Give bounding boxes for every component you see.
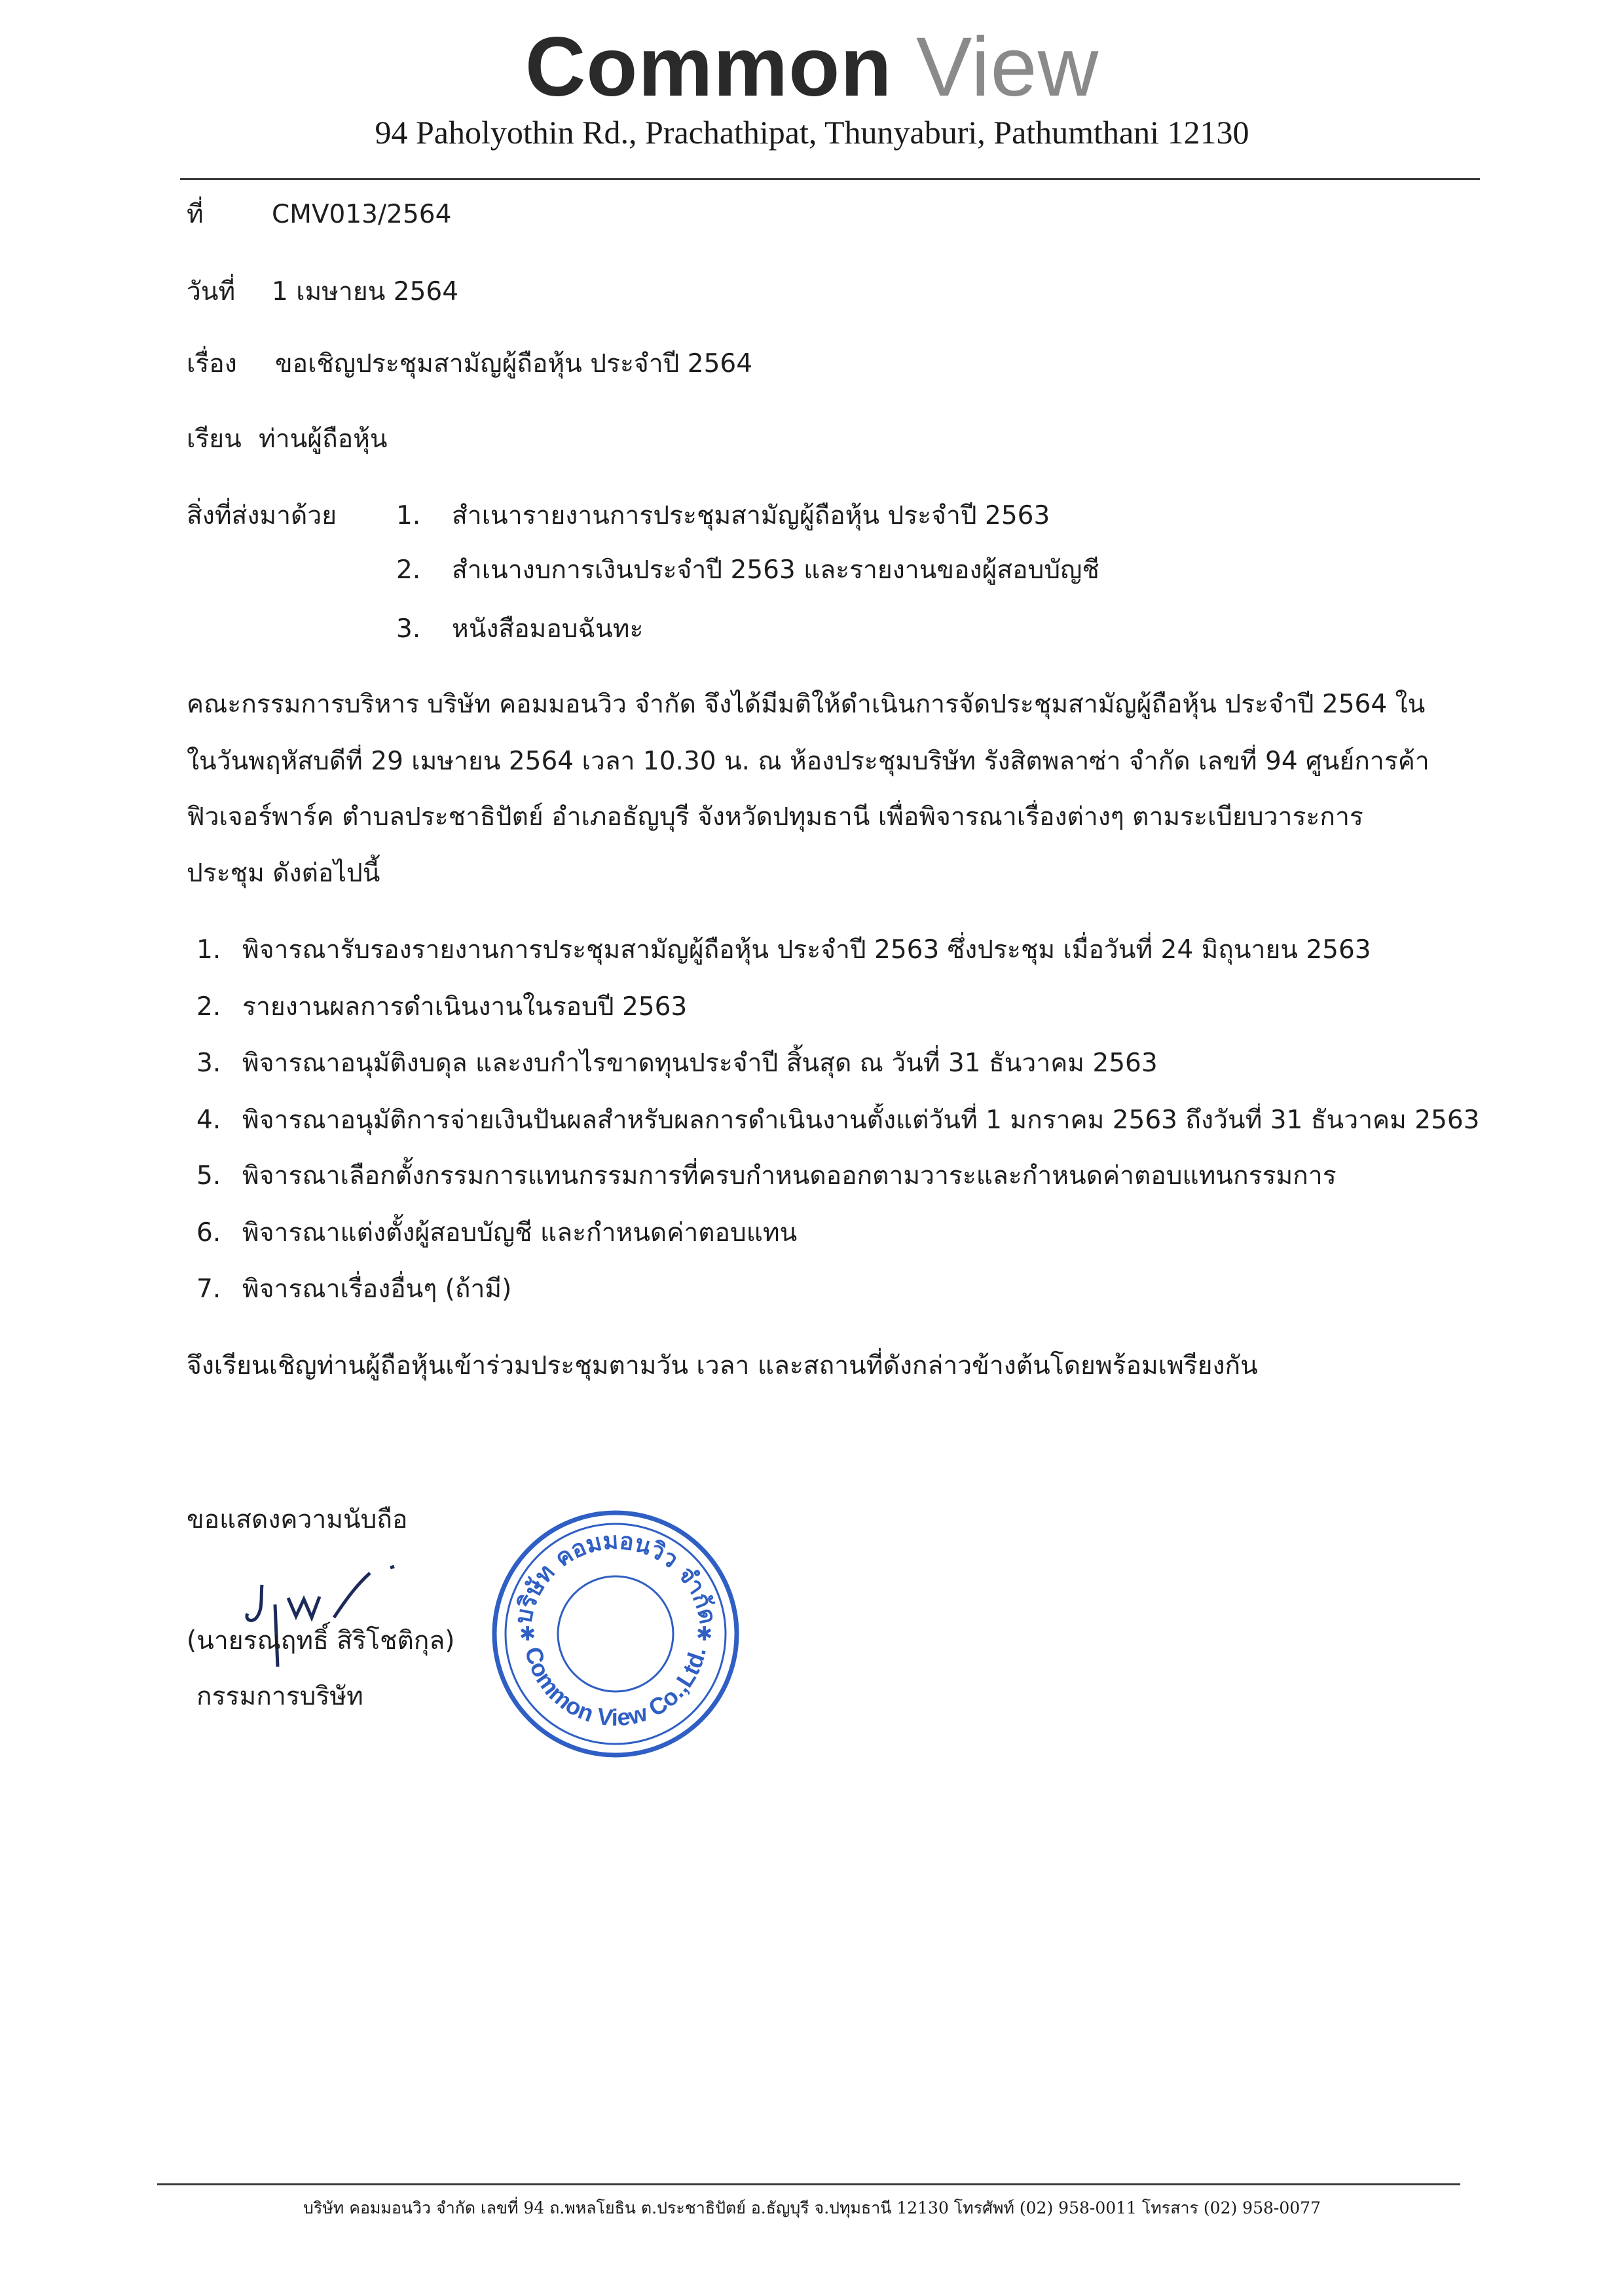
header-divider (180, 178, 1480, 180)
enclosure-number: 3. (396, 614, 421, 644)
stamp-center-ring (558, 1576, 673, 1692)
agenda-number: 3. (196, 1048, 221, 1078)
body-line: ประชุม ดังต่อไปนี้ (187, 859, 380, 888)
brand-name-bold: Common (525, 20, 893, 114)
agenda-item: พิจารณาอนุมัติการจ่ายเงินปันผลสำหรับผลการดำเนินงานตั้งแต่วันที่ 1 มกราคม 2563 ถึงวันที่ 31 ธันวาคม 2563 (242, 1105, 1480, 1135)
agenda-number: 4. (196, 1105, 221, 1135)
agenda-item: รายงานผลการดำเนินงานในรอบปี 2563 (242, 992, 688, 1022)
stamp-star-right: ✱ (696, 1623, 713, 1646)
agenda-item: พิจารณาแต่งตั้งผู้สอบบัญชี และกำหนดค่าตอบแทน (242, 1218, 798, 1248)
body-line: ในวันพฤหัสบดีที่ 29 เมษายน 2564 เวลา 10.30 น. ณ ห้องประชุมบริษัท รังสิตพลาซ่า จำกัด เลขที่ 94 ศูนย์การค้า (187, 747, 1430, 776)
body-line: คณะกรรมการบริหาร บริษัท คอมมอนวิว จำกัด จึงได้มีมติให้ดำเนินการจัดประชุมสามัญผู้ถือหุ้น ประจำปี 2564 ใน (187, 690, 1426, 719)
enclosure-item: หนังสือมอบฉันทะ (452, 614, 644, 644)
agenda-number: 6. (196, 1218, 221, 1248)
company-address: 94 Paholyothin Rd., Prachathipat, Thunyaburi, Pathumthani 12130 (375, 114, 1249, 151)
company-logo (0, 18, 1624, 117)
brand-name-light: View (916, 20, 1099, 114)
body-line: ฟิวเจอร์พาร์ค ตำบลประชาธิปัตย์ อำเภอธัญบุรี จังหวัดปทุมธานี เพื่อพิจารณาเรื่องต่างๆ ตามระเบียบวาระการ (187, 802, 1363, 832)
agenda-number: 7. (196, 1274, 221, 1304)
date-value: 1 เมษายน 2564 (272, 277, 459, 306)
subject-value: ขอเชิญประชุมสามัญผู้ถือหุ้น ประจำปี 2564 (275, 349, 753, 379)
agenda-number: 1. (196, 935, 221, 965)
enclosure-number: 2. (396, 555, 421, 585)
invitation-text: จึงเรียนเชิญท่านผู้ถือหุ้นเข้าร่วมประชุมตามวัน เวลา และสถานที่ดังกล่าวข้างต้นโดยพร้อมเพรียงกัน (187, 1351, 1258, 1380)
date-label: วันที่ (187, 277, 236, 306)
footer-divider (157, 2183, 1460, 2185)
enclosure-number: 1. (396, 501, 421, 530)
enclosures-label: สิ่งที่ส่งมาด้วย (187, 501, 337, 530)
signer-name: (นายรณฤทธิ์ สิริโชติกุล) (187, 1626, 455, 1656)
company-stamp (488, 1506, 743, 1762)
recipient-label: เรียน (187, 424, 242, 454)
subject-label: เรื่อง (187, 349, 237, 379)
stamp-english-text: Common View Co.,Ltd. (519, 1644, 711, 1731)
stamp-thai-text: บริษัท คอมมอนวิว จำกัด (509, 1527, 722, 1627)
signer-title: กรรมการบริษัท (196, 1682, 363, 1711)
agenda-item: พิจารณาอนุมัติงบดุล และงบกำไรขาดทุนประจำปี สิ้นสุด ณ วันที่ 31 ธันวาคม 2563 (242, 1048, 1158, 1078)
agenda-item: พิจารณาเลือกตั้งกรรมการแทนกรรมการที่ครบกำหนดออกตามวาระและกำหนดค่าตอบแทนกรรมการ (242, 1161, 1337, 1191)
footer-contact: บริษัท คอมมอนวิว จำกัด เลขที่ 94 ถ.พหลโยธิน ต.ประชาธิปัตย์ อ.ธัญบุรี จ.ปทุมธานี 12130 โทรศัพท์ (02) 958-0011 โทรสาร (02) 958-0077 (303, 2198, 1321, 2217)
agenda-item: พิจารณารับรองรายงานการประชุมสามัญผู้ถือหุ้น ประจำปี 2563 ซึ่งประชุม เมื่อวันที่ 24 มิถุนายน 2563 (242, 935, 1371, 965)
stamp-star-left: ✱ (519, 1623, 536, 1646)
agenda-item: พิจารณาเรื่องอื่นๆ (ถ้ามี) (242, 1274, 512, 1304)
recipient-value: ท่านผู้ถือหุ้น (259, 424, 388, 454)
agenda-number: 5. (196, 1161, 221, 1191)
reference-label: ที่ (187, 200, 204, 229)
closing-regards: ขอแสดงความนับถือ (187, 1505, 408, 1534)
enclosure-item: สำเนารายงานการประชุมสามัญผู้ถือหุ้น ประจำปี 2563 (452, 501, 1050, 530)
agenda-number: 2. (196, 992, 221, 1022)
reference-number: CMV013/2564 (272, 200, 452, 229)
enclosure-item: สำเนางบการเงินประจำปี 2563 และรายงานของผู้สอบบัญชี (452, 555, 1099, 585)
